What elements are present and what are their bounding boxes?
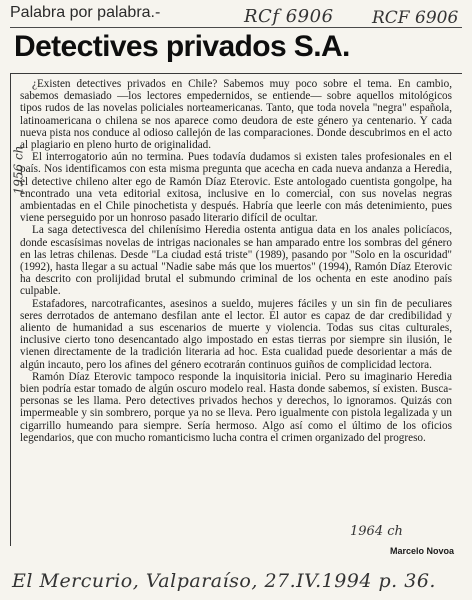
section-label: Palabra por palabra.- — [10, 4, 161, 21]
article-paragraph: ¿Existen detectives privados en Chile? Sabemos muy poco sobre el tema. En cambio, sabemos demasiado —los lectores empedernidos, se entiende— sobre aquellos mitológicos tipos rudos de las novelas policiales norteamericanas. Tanto, que toda novela "negra" española, latinoamericana o chilena se nos aparece como deudora de este género ya centenario. Y cada nueva pista nos conduce al odioso callejón de las comparaciones. Donde descubrimos en el acto al plagiario en pleno hurto de originalidad. — [20, 78, 452, 152]
handwritten-archive-code-2: RCF 6906 — [372, 8, 459, 28]
handwritten-margin-year: 1956 ch — [11, 145, 26, 195]
article-paragraph: La saga detectivesca del chilenísimo Heredia ostenta antigua data en los anales policíacos, donde escasísimas novelas de intrigas nacionales se han amparado entre los sombras del género en las letras chilenas. Desde "La ciudad está triste" (1989), pasando por "Solo en la oscuridad" (1992), hasta llegar a su actual "Nadie sabe más que los muertos" (1994), Ramón Díaz Eterovic ha descrito con prolijidad brutal el submundo criminal de los ochenta en este anodino país culpable. — [20, 224, 452, 298]
article-paragraph: El interrogatorio aún no termina. Pues todavía dudamos si existen tales profesionales en el país. Nos identificamos con esta misma pregunta que acecha en cada nueva andanza a Heredia, el detective chileno alter ego de Ramón Díaz Eterovic. Este antologado cuentista gongolpe, ha encontrado una veta editorial exitosa, inclusive en lo comercial, con sus novelas negras ambientadas en el Chile pinochetista y después. Habría que leerle con más detenimiento, pues viene perseguido por un honroso pasado literario difícil de ocultar. — [20, 151, 452, 225]
handwritten-year-note: 1964 ch — [350, 524, 403, 539]
article-paragraph: Ramón Díaz Eterovic tampoco responde la inquisitoria inicial. Pero su imaginario Heredia bien podría estar tomado de algún oscuro modelo real. Hasta donde sabemos, sí existen. Busca-personas se les llama. Pero detectives privados hechos y derechos, lo ignoramos. Quizás con impermeable y sin sombrero, porque ya no se lleva. Pero igualmente con pistola legalizada y un cigarrillo humeando para siempre. Sería hermoso. Algo así como el último de los oficios legendarios, que con mucho romanticismo lucha contra el crimen organizado del progreso. — [20, 370, 452, 444]
headline: Detectives privados S.A. — [14, 30, 350, 63]
handwritten-archive-code: RCf 6906 — [244, 6, 334, 27]
author-byline: Marcelo Novoa — [390, 546, 455, 556]
article-body — [20, 78, 452, 444]
article-paragraph: Estafadores, narcotraficantes, asesinos a sueldo, mujeres fáciles y un sin fin de peculiares seres derrotados de antemano desfilan ante el lector. El autor es capaz de dar credibilidad y aliento de humanidad a sus escenarios de muerte y violencia. Todas sus citas culturales, inclusive cierto tono desencantado algo impostado en estas tierras por siempre sin ilusión, le vienen directamente de la tradición literaria ad hoc. Esta cualidad puede desorientar a más de algún incauto, pero los afines del género ecotrarán continuos guiños de complicidad lectora. — [20, 297, 452, 371]
handwritten-source-note: El Mercurio, Valparaíso, 27.IV.1994 p. 36. — [12, 570, 436, 592]
top-rule — [10, 27, 462, 28]
